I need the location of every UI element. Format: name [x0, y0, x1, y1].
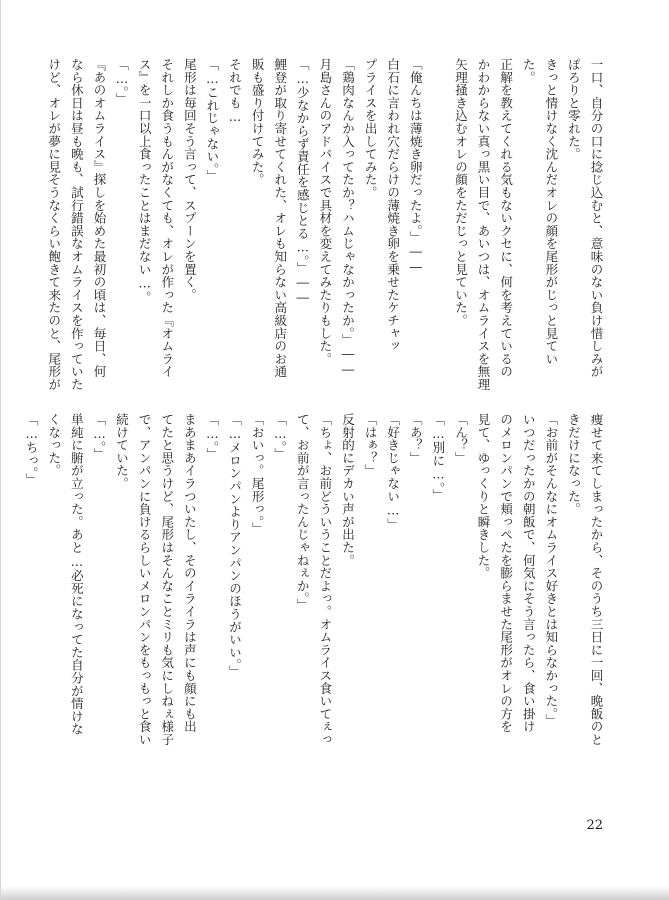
text-line: 矢理掻き込むオレの顔をただじっと見ていた。 — [453, 58, 469, 327]
text-line: 「…これじゃない。」 — [204, 58, 220, 183]
text-line: ス』を一口以上食ったことはまだない…。 — [137, 58, 153, 304]
text-line: それしか食うもんがなくても、オレが作った『オムライ — [159, 58, 175, 378]
text-line: 「鶏肉なんか入ってたか？ハムじゃなかったか。」―― — [340, 58, 356, 377]
text-line: 「俺んちは薄焼き卵だったよ。」―― — [408, 58, 424, 275]
text-line: きだけになった。 — [566, 413, 582, 516]
text-line: 単純に腑が立った。あと…必死になってた自分が情けな — [69, 413, 85, 736]
text-line: 「ちょ、お前どういうことだよっ。オムライス食いてぇっ — [317, 413, 333, 746]
text-line: 「…メロンパンよりアンパンのほうがいい。」 — [227, 413, 243, 679]
text-block-top — [46, 58, 607, 396]
text-line: まあまあイラついたし、そのイライラは声にも顔にも出 — [182, 413, 198, 733]
text-line: 「…。」 — [91, 413, 107, 461]
text-line: 痩せて来てしまったから、そのうち三日に一回、晩飯のと — [589, 413, 604, 746]
text-line: 「…。」 — [204, 413, 220, 461]
text-line: 尾形は毎回そう言って、スプーンを置く。 — [182, 58, 198, 302]
text-line: て、お前が言ったんじゃねぇか。」 — [295, 413, 311, 612]
text-line: けど、オレが夢に見そうなくらい飽きて来たのと、尾形が — [46, 58, 62, 391]
page-edge-shadow — [1, 886, 669, 900]
text-line: のメロンパンで頬っぺたを膨らませた尾形がオレの方を — [498, 413, 514, 733]
text-line: 「…別に…。」 — [430, 413, 446, 502]
page-number: 22 — [586, 818, 603, 833]
text-line: 「あ？」 — [408, 413, 424, 465]
text-line: 販も盛り付けてみた。 — [250, 58, 266, 186]
text-line: 反射的にデカい声が出た。 — [340, 413, 356, 567]
text-line: てたと思うけど、尾形はそんなことミリも気にしねぇ様子 — [159, 413, 175, 746]
text-line: 「…少なからず責任を感じとる…。」―― — [295, 58, 311, 305]
text-line: なら休日は昼も晩も、試行錯誤なオムライスを作っていた — [69, 58, 85, 391]
text-block-bottom — [24, 413, 607, 793]
text-line: 「…。」 — [114, 58, 130, 106]
text-line: それでも… — [227, 58, 243, 125]
text-line: かわからない真っ黒い目で、あいつは、オムライスを無理 — [476, 58, 492, 391]
text-line: 鯉登が取り寄せてくれた、オレも知らない高級店のお通 — [272, 58, 288, 378]
text-line: 「はぁ？」 — [363, 413, 379, 477]
text-line: た。 — [521, 58, 537, 84]
text-line: 「お前がそんなにオムライス好きとは知らなかった。」 — [543, 413, 559, 727]
text-line: 白石に言われ穴だらけの薄焼き卵を乗せたケチャッ — [385, 58, 401, 353]
text-line: 「ん？」 — [453, 413, 469, 465]
text-line: 月島さんのアドバイスで具材を変えてみたりもした。 — [317, 58, 333, 366]
text-line: で、アンパンに負けるらしいメロンパンをもっもっと食い — [137, 413, 153, 746]
text-line: 見て、ゆっくりと瞬きした。 — [476, 413, 492, 580]
text-line: くなった。 — [46, 413, 62, 477]
text-line-blank — [426, 58, 449, 396]
text-line: 「…ちっ。」 — [24, 413, 40, 487]
text-line: きっと情けなく沈んだオレの顔を尾形がじっと見てい — [543, 58, 559, 366]
text-line: 続けていた。 — [114, 413, 130, 490]
text-line: いつだったかの朝飯で、何気にそう言ったら、食い掛け — [521, 413, 537, 733]
text-line: 一口、自分の口に捻じ込むと、意味のない負け惜しみが — [589, 58, 604, 378]
text-line: 「おいっ。尾形っ。」 — [250, 413, 266, 535]
text-line: 正解を教えてくれる気もないクセに、何を考えているの — [498, 58, 514, 378]
text-line: ぽろりと零れた。 — [566, 58, 582, 161]
text-line: 『あのオムライス』探しを始めた最初の頃は、毎日、何 — [91, 58, 107, 378]
text-line: プライスを出してみた。 — [363, 58, 379, 199]
text-line: 「好きじゃない…」 — [385, 413, 401, 531]
text-line: 「…。」 — [272, 413, 288, 461]
